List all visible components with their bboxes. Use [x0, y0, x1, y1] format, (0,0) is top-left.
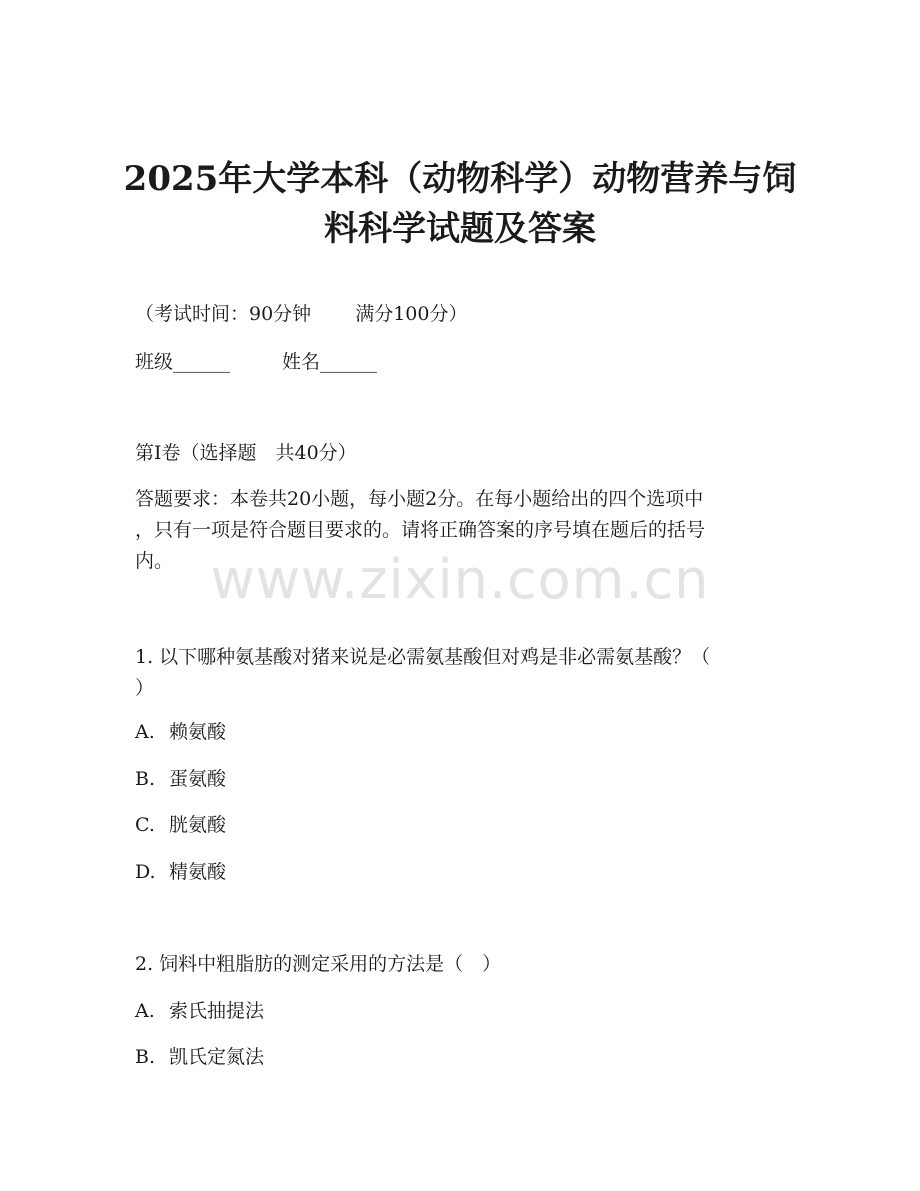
option-text: 索氏抽提法 — [169, 1000, 265, 1022]
option-letter: B. — [135, 768, 156, 790]
instructions-line: 答题要求：本卷共20小题，每小题2分。在每小题给出的四个选项中 — [135, 488, 704, 510]
name-field: 姓名______ — [282, 351, 378, 373]
exam-info — [135, 301, 467, 327]
class-field: 班级______ — [135, 351, 231, 373]
exam-time: （考试时间：90分钟 — [135, 303, 312, 325]
full-score: 满分100分） — [355, 303, 468, 325]
option-text: 精氨酸 — [169, 861, 227, 883]
option-1c — [135, 812, 226, 838]
document-title-line-2: 料科学试题及答案 — [324, 209, 596, 249]
option-letter: A. — [135, 721, 155, 743]
option-letter: A. — [135, 1000, 155, 1022]
question-stem-line: ） — [135, 677, 155, 699]
option-text: 凯氏定氮法 — [169, 1046, 265, 1068]
option-text: 胱氨酸 — [169, 814, 227, 836]
option-letter: C. — [135, 814, 155, 836]
question-1-stem — [135, 642, 785, 704]
option-letter: B. — [135, 1046, 156, 1068]
option-letter: D. — [135, 861, 156, 883]
instructions-line: ，只有一项是符合题目要求的。请将正确答案的序号填在题后的括号 — [135, 519, 706, 541]
watermark: www.zixin.com.cn — [210, 548, 710, 611]
option-text: 赖氨酸 — [169, 721, 227, 743]
question-2-stem: 2. 饲料中粗脂肪的测定采用的方法是（ ） — [135, 953, 502, 975]
section-heading: 第I卷（选择题 共40分） — [135, 442, 357, 464]
option-1b — [135, 766, 226, 792]
option-text: 蛋氨酸 — [169, 768, 227, 790]
option-2a — [135, 998, 264, 1024]
option-1a — [135, 719, 226, 745]
student-info — [135, 349, 377, 375]
instructions-line: 内。 — [135, 550, 174, 572]
option-2b — [135, 1044, 264, 1070]
question-stem-line: 1. 以下哪种氨基酸对猪来说是必需氨基酸但对鸡是非必需氨基酸？（ — [135, 646, 711, 668]
document-title-line-1: 2025年大学本科（动物科学）动物营养与饲 — [123, 159, 797, 199]
option-1d — [135, 859, 226, 885]
